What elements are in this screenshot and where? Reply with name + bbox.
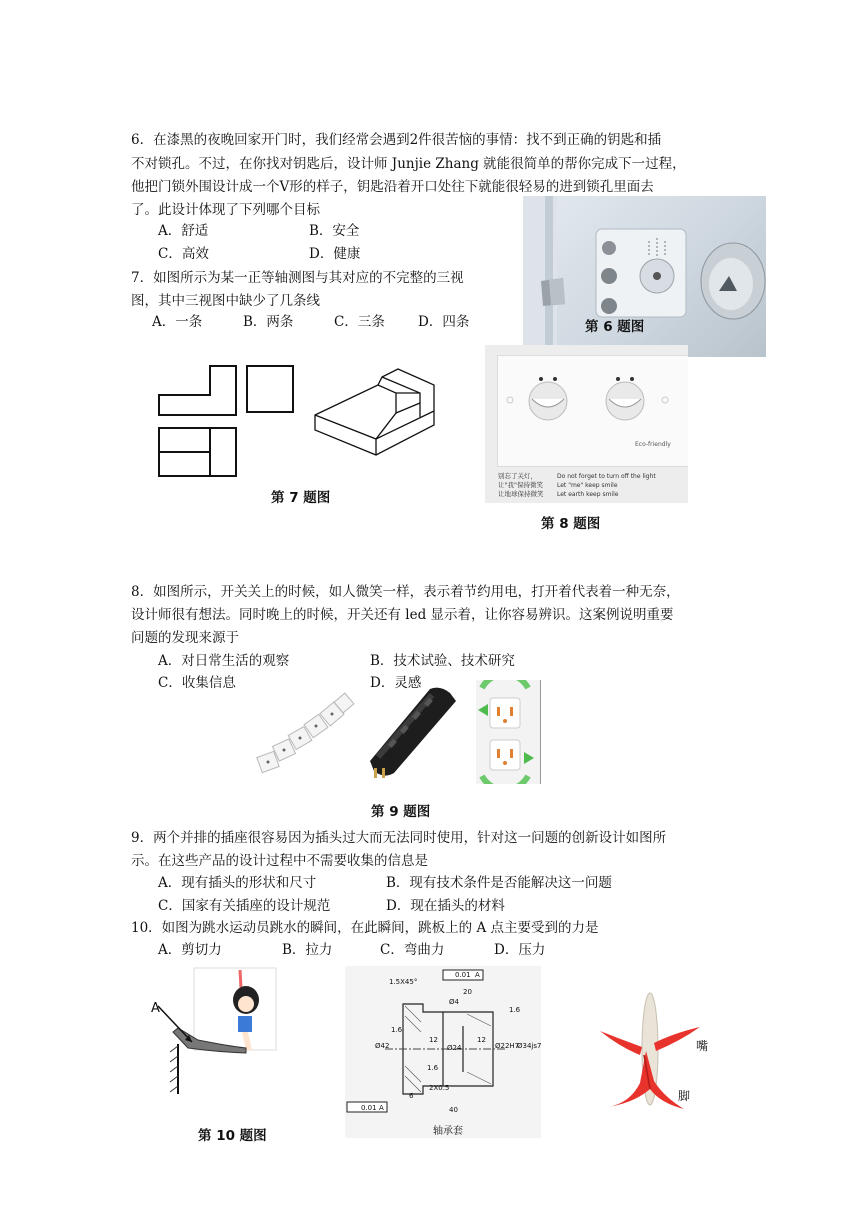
q9-option-d: D．现在插头的材料 bbox=[386, 898, 505, 914]
q6-option-d: D．健康 bbox=[309, 246, 361, 262]
point-a-label: A bbox=[151, 1001, 160, 1016]
q7-figure-caption: 第 7 题图 bbox=[271, 490, 331, 506]
q9-rotating-outlet-photo bbox=[476, 680, 541, 784]
dim-d24: Ø24 bbox=[447, 1044, 462, 1052]
drawing-title: 轴承套 bbox=[433, 1126, 463, 1137]
bearing-sleeve-section bbox=[345, 966, 541, 1116]
q9-option-c: C．国家有关插座的设计规范 bbox=[158, 898, 331, 914]
toy-foot-label: 脚 bbox=[678, 1089, 691, 1103]
front-view bbox=[159, 366, 236, 415]
balance-toy-figure bbox=[590, 985, 720, 1115]
dim-tolerance-bottom: 0.01 bbox=[361, 1104, 377, 1112]
q6-line-1: 6．在漆黑的夜晚回家开门时，我们经常会遇到2件很苦恼的事情：找不到正确的钥匙和插 bbox=[131, 132, 662, 148]
roughness-1: 1.6 bbox=[509, 1006, 521, 1014]
switch-en-3: Let earth keep smile bbox=[557, 491, 619, 498]
dim-undercut: 2X0.5 bbox=[429, 1084, 450, 1092]
dim-6: 6 bbox=[409, 1092, 414, 1100]
switch-en-1: Do not forget to turn off the light bbox=[557, 473, 656, 480]
dim-d22h7: Ø22H7 bbox=[495, 1042, 520, 1050]
q8-line-3: 问题的发现来源于 bbox=[131, 630, 239, 646]
q7-option-b: B．两条 bbox=[243, 314, 294, 330]
switch-caption-en bbox=[557, 472, 656, 499]
q10-option-c: C．弯曲力 bbox=[380, 942, 445, 958]
q9-black-power-strip bbox=[360, 683, 460, 783]
top-view bbox=[159, 428, 236, 476]
switch-caption-cn bbox=[498, 472, 544, 499]
switch-cn-2: 让"我"保持微笑 bbox=[498, 481, 543, 489]
q8-option-c: C．收集信息 bbox=[158, 675, 236, 691]
q6-option-a: A．舒适 bbox=[158, 223, 209, 239]
q7-line-2: 图，其中三视图中缺少了几条线 bbox=[131, 293, 320, 309]
q9-line-1: 9．两个并排的插座很容易因为插头过大而无法同时使用，针对这一问题的创新设计如图所 bbox=[131, 830, 667, 846]
dim-12-left: 12 bbox=[429, 1036, 438, 1044]
door-lock-illustration bbox=[523, 196, 766, 357]
q10-line-1: 10．如图为跳水运动员跳水的瞬间，在此瞬间，跳板上的 A 点主要受到的力是 bbox=[131, 920, 599, 936]
q7-option-c: C．三条 bbox=[334, 314, 385, 330]
q10-figure-caption: 第 10 题图 bbox=[198, 1128, 267, 1144]
q7-three-view-drawing bbox=[150, 355, 450, 485]
q10-option-d: D．压力 bbox=[494, 942, 546, 958]
q9-line-2: 示。在这些产品的设计过程中不需要收集的信息是 bbox=[131, 853, 428, 869]
switch-cn-1: 别忘了关灯， bbox=[498, 472, 537, 480]
q6-lock-photo bbox=[523, 196, 766, 357]
isometric-view bbox=[315, 369, 434, 455]
q8-option-a: A．对日常生活的观察 bbox=[158, 653, 290, 669]
q6-option-b: B．安全 bbox=[309, 223, 360, 239]
q7-option-d: D．四条 bbox=[418, 314, 470, 330]
q9-option-b: B．现有技术条件是否能解决这一问题 bbox=[386, 875, 612, 891]
dim-tolerance-top: 0.01 bbox=[455, 971, 471, 979]
q6-line-2: 不对锁孔。不过，在你找对钥匙后，设计师 Junjie Zhang 就能很简单的帮你完成下一过程， bbox=[131, 156, 686, 172]
roughness-3: 1.6 bbox=[427, 1064, 439, 1072]
q6-option-c: C．高效 bbox=[158, 246, 209, 262]
roughness-2: 1.6 bbox=[391, 1026, 403, 1034]
toy-mouth-label: 嘴 bbox=[696, 1039, 709, 1053]
q8-line-1: 8．如图所示，开关关上的时候，如人微笑一样，表示着节约用电，打开着代表着一种无奈， bbox=[131, 584, 680, 600]
rotating-outlets-illustration bbox=[476, 680, 540, 784]
switch-en-2: Let "me" keep smile bbox=[557, 482, 618, 489]
smile-switch-illustration bbox=[485, 345, 688, 475]
q8-line-2: 设计师很有想法。同时晚上的时候，开关还有 led 显示着，让你容易辨识。这案例说明重要 bbox=[131, 607, 674, 623]
q6-figure-caption: 第 6 题图 bbox=[585, 319, 645, 335]
datum-top: A bbox=[475, 971, 480, 979]
dim-12-right: 12 bbox=[477, 1036, 486, 1044]
bearing-sleeve-drawing bbox=[345, 966, 541, 1138]
q6-line-3: 他把门锁外围设计成一个V形的样子，钥匙沿着开口处往下就能很轻易的进到锁孔里面去 bbox=[131, 179, 654, 195]
q8-figure-caption: 第 8 题图 bbox=[541, 516, 601, 532]
q10-option-b: B．拉力 bbox=[282, 942, 333, 958]
q7-line-1: 7．如图所示为某一正等轴测图与其对应的不完整的三视 bbox=[131, 270, 464, 286]
q10-diving-figure bbox=[148, 966, 278, 1096]
dim-d34js7: Ø34js7 bbox=[517, 1042, 542, 1050]
q7-option-a: A．一条 bbox=[152, 314, 203, 330]
q9-rotating-power-strip bbox=[255, 684, 355, 784]
dim-d42: Ø42 bbox=[375, 1042, 390, 1050]
q8-switch-photo bbox=[485, 345, 688, 503]
q9-option-a: A．现有插头的形状和尺寸 bbox=[158, 875, 317, 891]
q8-option-d: D．灵感 bbox=[370, 675, 422, 691]
q6-line-4: 了。此设计体现了下列哪个目标 bbox=[131, 202, 320, 218]
dim-chamfer: 1.5X45° bbox=[389, 978, 418, 986]
q9-figure-caption: 第 9 题图 bbox=[371, 804, 431, 820]
dim-20: 20 bbox=[463, 988, 472, 996]
diving-board-illustration bbox=[148, 966, 278, 1096]
q8-option-b: B．技术试验、技术研究 bbox=[370, 653, 515, 669]
dim-40: 40 bbox=[449, 1106, 458, 1114]
datum-bottom: A bbox=[379, 1104, 384, 1112]
side-view bbox=[247, 366, 293, 412]
dim-d4: Ø4 bbox=[449, 998, 459, 1006]
switch-brand: Eco-friendly bbox=[635, 441, 671, 448]
switch-cn-3: 让地球保持微笑 bbox=[498, 490, 544, 498]
q10-option-a: A．剪切力 bbox=[158, 942, 222, 958]
